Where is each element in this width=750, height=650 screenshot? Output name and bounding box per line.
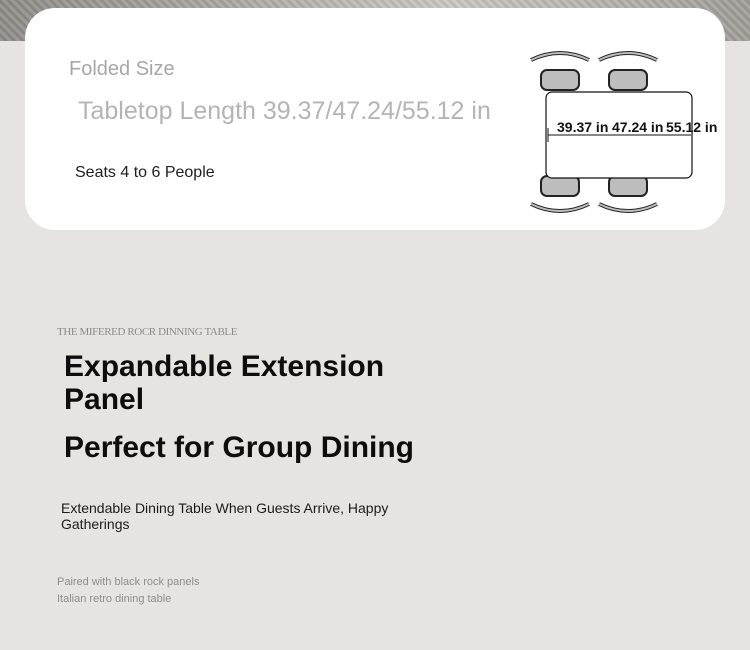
footnote-italian: Italian retro dining table <box>57 593 172 605</box>
tabletop-length-label: Tabletop Length 39.37/47.24/55.12 in <box>78 97 491 125</box>
chair-top-left <box>531 53 589 90</box>
dimension-label-1: 39.37 in <box>557 119 609 135</box>
collection-caption: THE MIFERED ROCR DINNING TABLE <box>57 326 238 338</box>
seats-label: Seats 4 to 6 People <box>75 164 215 181</box>
headline-group-dining: Perfect for Group Dining <box>64 431 415 464</box>
chair-bottom-left <box>531 176 589 211</box>
spec-card <box>25 8 725 230</box>
footnote-panels: Paired with black rock panels <box>57 576 200 588</box>
dimension-label-3: 55.12 in <box>666 119 718 135</box>
dimension-label-2: 47.24 in <box>612 119 664 135</box>
folded-size-label: Folded Size <box>69 58 175 80</box>
subheadline: Extendable Dining Table When Guests Arrive, Happy Gatherings <box>61 500 389 532</box>
chair-top-right <box>599 53 657 90</box>
chair-bottom-right <box>599 176 657 211</box>
headline-extension-panel: Expandable Extension Panel <box>64 350 385 416</box>
